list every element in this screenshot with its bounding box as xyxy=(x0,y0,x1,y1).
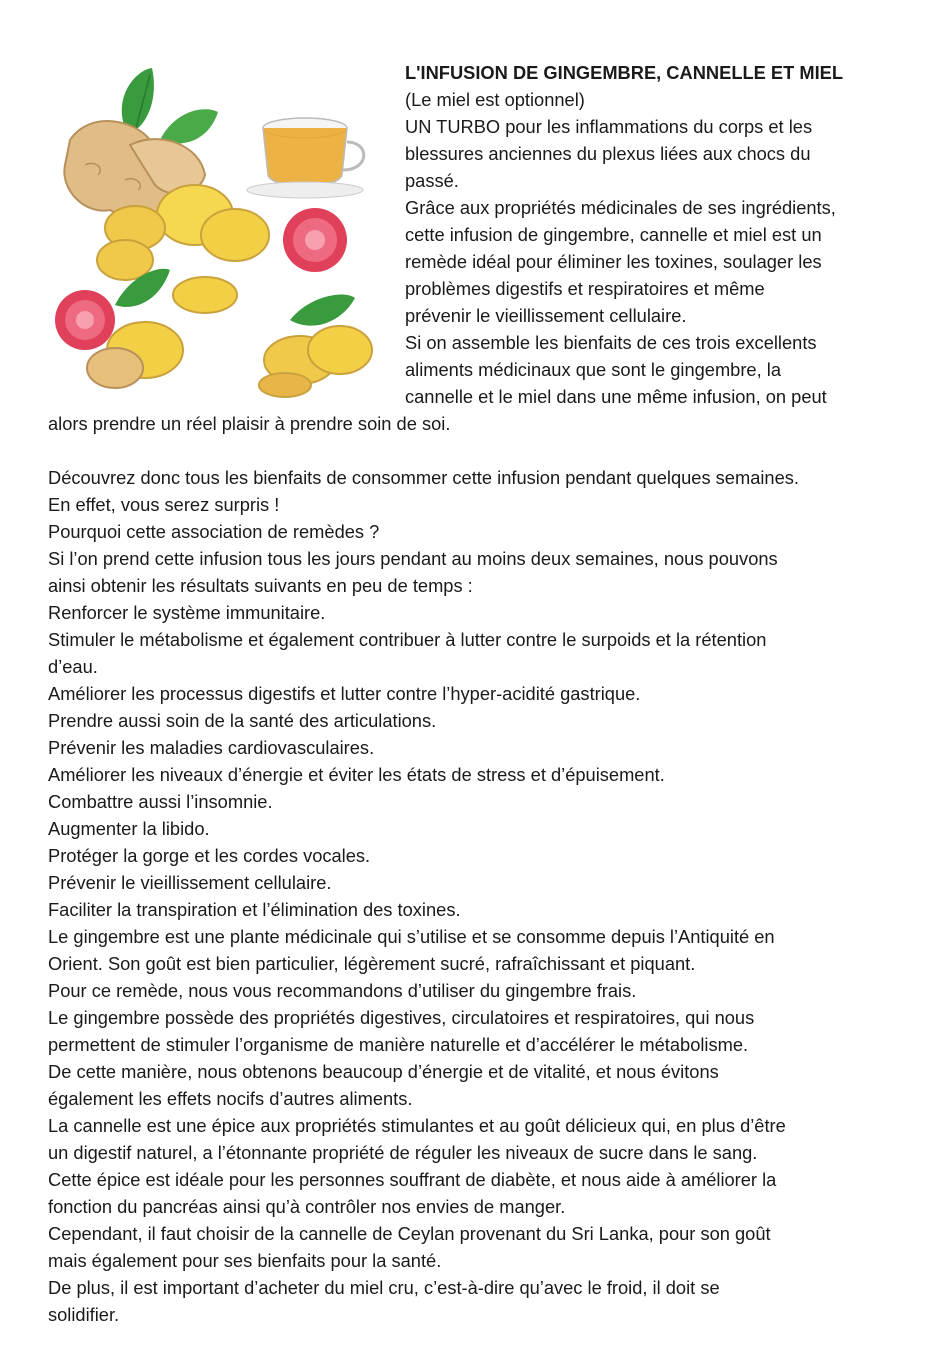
intro-line: prévenir le vieillissement cellulaire. xyxy=(405,305,687,326)
body-line: ainsi obtenir les résultats suivants en peu de temps : xyxy=(48,575,473,596)
intro-line: Grâce aux propriétés médicinales de ses ingrédients, xyxy=(405,197,836,218)
body-line: Pourquoi cette association de remèdes ? xyxy=(48,521,380,542)
body-line: également les effets nocifs d’autres aliments. xyxy=(48,1088,413,1109)
body-line: Cette épice est idéale pour les personnes souffrant de diabète, et nous aide à améliorer la xyxy=(48,1169,777,1190)
intro-line: UN TURBO pour les inflammations du corps et les xyxy=(405,116,813,137)
intro-line: cannelle et le miel dans une même infusion, on peut xyxy=(405,386,827,407)
flower-icon xyxy=(55,290,115,350)
flower-icon xyxy=(283,208,347,272)
ginger-slices-icon xyxy=(259,326,372,397)
body-line: fonction du pancréas ainsi qu’à contrôler nos envies de manger. xyxy=(48,1196,566,1217)
body-line: Stimuler le métabolisme et également contribuer à lutter contre le surpoids et la rétention xyxy=(48,629,767,650)
body-line: Le gingembre possède des propriétés digestives, circulatoires et respiratoires, qui nous xyxy=(48,1007,755,1028)
body-line: alors prendre un réel plaisir à prendre soin de soi. xyxy=(48,413,451,434)
body-line: mais également pour ses bienfaits pour la santé. xyxy=(48,1250,442,1271)
body-line: d’eau. xyxy=(48,656,98,677)
ginger-tea-illustration xyxy=(40,50,385,400)
body-line: Pour ce remède, nous vous recommandons d’utiliser du gingembre frais. xyxy=(48,980,637,1001)
tea-cup-icon xyxy=(247,118,364,198)
body-line: De cette manière, nous obtenons beaucoup d’énergie et de vitalité, et nous évitons xyxy=(48,1061,719,1082)
intro-line: passé. xyxy=(405,170,459,191)
intro-line: cette infusion de gingembre, cannelle et miel est un xyxy=(405,224,822,245)
body-paragraph xyxy=(48,464,908,1328)
body-line: Combattre aussi l’insomnie. xyxy=(48,791,273,812)
body-line: Renforcer le système immunitaire. xyxy=(48,602,326,623)
intro-line: remède idéal pour éliminer les toxines, soulager les xyxy=(405,251,822,272)
body-line: Prévenir les maladies cardiovasculaires. xyxy=(48,737,375,758)
intro-line: blessures anciennes du plexus liées aux chocs du xyxy=(405,143,811,164)
body-line: Augmenter la libido. xyxy=(48,818,210,839)
intro-text-block xyxy=(405,59,895,410)
body-line: Prendre aussi soin de la santé des articulations. xyxy=(48,710,437,731)
body-line: Orient. Son goût est bien particulier, légèrement sucré, rafraîchissant et piquant. xyxy=(48,953,696,974)
body-line: En effet, vous serez surpris ! xyxy=(48,494,280,515)
document-title: L'INFUSION DE GINGEMBRE, CANNELLE ET MIEL xyxy=(405,62,844,83)
body-line: Prévenir le vieillissement cellulaire. xyxy=(48,872,332,893)
intro-line: problèmes digestifs et respiratoires et même xyxy=(405,278,765,299)
body-line: Améliorer les niveaux d’énergie et éviter les états de stress et d’épuisement. xyxy=(48,764,665,785)
intro-line: (Le miel est optionnel) xyxy=(405,89,585,110)
body-line: un digestif naturel, a l’étonnante propriété de réguler les niveaux de sucre dans le sang. xyxy=(48,1142,758,1163)
body-line: permettent de stimuler l’organisme de manière naturelle et d’accélérer le métabolisme. xyxy=(48,1034,749,1055)
body-line: Si l’on prend cette infusion tous les jours pendant au moins deux semaines, nous pouvons xyxy=(48,548,778,569)
paragraph-gap xyxy=(48,437,908,464)
body-line: solidifier. xyxy=(48,1304,120,1325)
body-line: Améliorer les processus digestifs et lutter contre l’hyper-acidité gastrique. xyxy=(48,683,641,704)
body-line: Le gingembre est une plante médicinale qui s’utilise et se consomme depuis l’Antiquité en xyxy=(48,926,775,947)
body-line: Découvrez donc tous les bienfaits de consommer cette infusion pendant quelques semaines. xyxy=(48,467,799,488)
body-line: Protéger la gorge et les cordes vocales. xyxy=(48,845,371,866)
body-text-block xyxy=(48,410,908,1328)
intro-line: aliments médicinaux que sont le gingembre, la xyxy=(405,359,781,380)
body-line: De plus, il est important d’acheter du miel cru, c’est-à-dire qu’avec le froid, il doit se xyxy=(48,1277,720,1298)
body-line: Faciliter la transpiration et l’élimination des toxines. xyxy=(48,899,461,920)
intro-line: Si on assemble les bienfaits de ces trois excellents xyxy=(405,332,817,353)
body-line: La cannelle est une épice aux propriétés stimulantes et au goût délicieux qui, en plus d’être xyxy=(48,1115,786,1136)
body-line: Cependant, il faut choisir de la cannelle de Ceylan provenant du Sri Lanka, pour son goût xyxy=(48,1223,771,1244)
